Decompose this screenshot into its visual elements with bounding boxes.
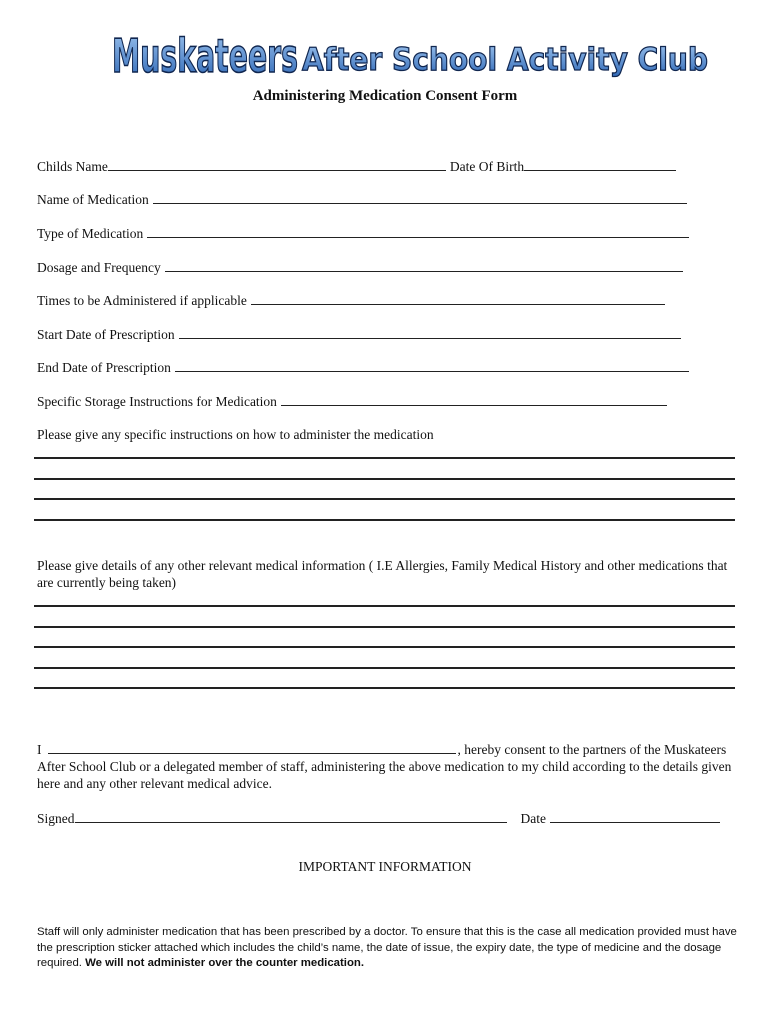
end-date-input[interactable] <box>175 358 689 372</box>
times-row <box>37 291 665 309</box>
signature-input[interactable] <box>75 809 507 823</box>
consent-text: , hereby consent to the partners of the Muskateers After School Club or a delegated member of staff, administering the above medication to my child according to the details given here and any other relevant medical advice. <box>37 742 732 791</box>
instructions-line-3[interactable] <box>34 498 735 500</box>
medical-info-line-4[interactable] <box>34 667 735 669</box>
important-heading: IMPORTANT INFORMATION <box>298 859 472 874</box>
important-notice <box>37 925 737 972</box>
logo-word-muskateers: Muskateers <box>112 29 298 83</box>
child-name-label: Childs Name <box>37 159 108 174</box>
medical-info-line-1[interactable] <box>34 605 735 607</box>
storage-label: Specific Storage Instructions for Medication <box>37 394 277 409</box>
dob-label: Date Of Birth <box>449 159 525 174</box>
medication-name-label: Name of Medication <box>37 192 149 207</box>
start-date-input[interactable] <box>179 325 681 339</box>
signature-row <box>37 809 720 827</box>
medical-info-line-3[interactable] <box>34 646 735 648</box>
administer-instructions-prompt: Please give any specific instructions on how to administer the medication <box>37 427 434 442</box>
medication-type-input[interactable] <box>147 224 689 238</box>
dosage-row <box>37 258 683 276</box>
signature-date-input[interactable] <box>550 809 720 823</box>
end-date-label: End Date of Prescription <box>37 360 171 375</box>
signature-date-label: Date <box>520 811 546 826</box>
form-title: Administering Medication Consent Form <box>252 88 518 104</box>
signed-label: Signed <box>37 811 75 826</box>
medication-name-input[interactable] <box>153 190 687 204</box>
medication-type-row <box>37 224 689 242</box>
start-date-row <box>37 325 681 343</box>
logo-words-rest: After School Activity Club <box>302 42 708 78</box>
consent-prefix: I <box>37 742 42 757</box>
parent-name-input[interactable] <box>48 741 456 754</box>
medical-info-prompt: Please give details of any other relevant medical information ( I.E Allergies, Family Medical History and other medications that are currently being taken) <box>37 558 728 590</box>
medical-info-line-5[interactable] <box>34 687 735 689</box>
start-date-label: Start Date of Prescription <box>37 327 175 342</box>
dob-input[interactable] <box>524 157 676 171</box>
times-input[interactable] <box>251 291 665 305</box>
important-bold-statement: We will not administer over the counter medication. <box>85 957 365 969</box>
instructions-line-1[interactable] <box>34 457 735 459</box>
important-body: Staff will only administer medication that has been prescribed by a doctor. To ensure that this is the case all medication provided must have the prescription sticker attached which includes the child’s name, the date of issue, the expiry date, the type of medicine and the dosage required. <box>37 926 737 969</box>
consent-statement <box>37 741 737 792</box>
medication-type-label: Type of Medication <box>37 226 144 241</box>
storage-input[interactable] <box>281 392 667 406</box>
dosage-input[interactable] <box>165 258 683 272</box>
medical-info-line-2[interactable] <box>34 626 735 628</box>
instructions-line-4[interactable] <box>34 519 735 521</box>
medication-name-row <box>37 190 687 208</box>
child-name-input[interactable] <box>108 157 446 171</box>
child-name-row <box>37 157 676 175</box>
dosage-label: Dosage and Frequency <box>37 260 161 275</box>
end-date-row <box>37 358 689 376</box>
storage-row <box>37 392 667 410</box>
times-label: Times to be Administered if applicable <box>37 293 247 308</box>
instructions-line-2[interactable] <box>34 478 735 480</box>
club-logo <box>110 24 710 84</box>
